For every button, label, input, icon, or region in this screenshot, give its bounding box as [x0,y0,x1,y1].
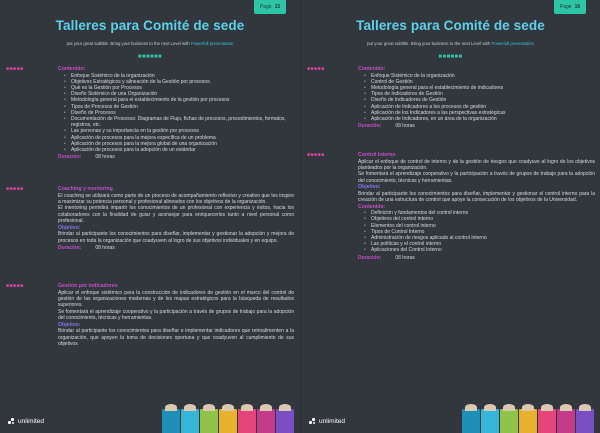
page-number: 16 [574,4,581,10]
pencil [462,409,480,433]
section-marker: ■■■■■ [307,66,325,72]
list-item: • Aplicación de procesos para la mejora específica de un problema [64,135,294,141]
title-divider: ■■■■■■ [438,54,463,60]
list-item: • Qué es la Gestión por Procesos [64,85,294,91]
list-item: • Definición y fundamentos del control interno [364,210,595,216]
list-item: • Las políticas y el control interno [364,241,595,247]
pencil [162,409,180,433]
list-item: • Aplicación de procesos para la mejora global de una organización [64,141,294,147]
page-title: Talleres para Comité de sede [55,18,245,33]
duration-value: 08 horas [95,154,115,161]
page-title: Talleres para Comité de sede [356,18,545,33]
page-subtitle [0,41,300,46]
section-heading: Contenido: [358,203,386,210]
section-marker: ■■■■■ [6,186,24,192]
section-heading: Contenido: [358,66,386,72]
paragraph: Se fomentará el aprendizaje cooperativo y la participación a través de grupos de trabajo para la adopción del conocimiento, técnicas y herramientas. [58,308,294,322]
page-number-tab [254,0,286,14]
bullet-list [58,73,294,154]
list-item: • Aplicación de los Indicadores a las perspectivas estratégicas [364,110,595,116]
list-item: • Diseño Sistémico de una Organización [64,91,294,97]
subtitle-text: put your great subtitle. Bring your business to the next Level with [66,41,191,46]
paragraph: Brindar al participante los conocimientos para diseñar e implementar indicadores que retroalimenten a la organización, que apoyen la toma de decisiones oportuna y que coadyuven al cumplimiento de sus objetivos [58,328,294,348]
duration [58,154,294,160]
pencil [538,409,556,433]
pencil [257,409,275,433]
page-footer [301,397,600,433]
duration [58,245,294,251]
list-item: • Administración de riesgos aplicado al control interno [364,235,595,241]
page-subtitle [301,41,600,46]
list-item: • Control de Gestión [364,79,595,85]
duration-label: Duración: [358,254,382,261]
subtitle-link[interactable]: Powerfull presentation [491,41,534,46]
section-heading: Gestión por indicadores [58,283,118,289]
pencil-decoration [162,409,294,433]
page-right [300,0,600,433]
duration [358,123,595,129]
paragraph: El mentoring permitirá impartir los conocimientos de un profesional con experiencia y éxitos, hacia los colaboradores con la finalidad de guiar y aconsejar para enriquecerlos tanto a nivel personal como profesional. [58,205,294,225]
subtitle-text: put your great subtitle. Bring your business to the next Level with [367,41,492,46]
section-body [358,152,595,261]
bullet-list [358,73,595,123]
list-item: • Documentación de Procesos: Diagramas de Flujo, fichas de procesos, procedimientos, formatos, registros, etc. [64,116,294,128]
bullet-list [358,210,595,253]
section-body [58,186,294,251]
page-number-tab [554,0,586,14]
logo-mark-icon [309,418,316,425]
list-item: • Aplicación de Indicadores, en un área de la organización [364,116,595,122]
page-number: 15 [274,4,281,10]
brand-logo [8,418,44,425]
pencil [519,409,537,433]
duration-value: 08 horas [95,245,115,252]
list-item: • Elementos del control interno [364,223,595,229]
list-item: • Enfoque Sistémico de la organización [64,73,294,79]
paragraph: Aplicar el enfoque de control de interno y de la gestión de riesgos que coadyuve al logro de los objetivos planteados por la organización. [358,158,595,171]
pencil [576,409,594,433]
paragraph: Brindar al participante los conocimientos para diseñar, implementar y gestionar la adopción y mejora de procesos en toda la organización que coadyuven al logro de sus objetivos individuales y en equipo. [58,231,294,244]
pencil [219,409,237,433]
list-item: • Aplicación de Indicadores a los procesos de gestión [364,104,595,110]
section-heading: Coaching y mentoring [58,186,113,192]
duration-label: Duración: [358,123,382,130]
duration [358,255,595,261]
paragraph: Aplicar el enfoque sistémico para la construcción de indicadores de gestión en el marco del control de gestión de las organizaciones modernas y de los mapas estratégicos para la búsqueda de resultados superiores. [58,289,294,309]
list-item: • Tipos de Indicadores de Gestión [364,91,595,97]
duration-value: 08 horas [395,123,415,130]
objective-heading: Objetivo: [58,321,81,328]
section-body [358,66,595,130]
list-item: • Aplicaciones del Control Interno [364,247,595,253]
logo-text: unlimited [18,418,45,425]
objective-heading: Objetivo: [358,184,381,191]
list-item: • Diseño de Indicadores de Gestión [364,97,595,103]
section-heading: Contenido: [58,66,86,72]
pencil [500,409,518,433]
list-item: • Objetivos del control interno [364,216,595,222]
page-label: Page [559,4,572,10]
list-item: • Tipos de Control Interno [364,229,595,235]
section-marker: ■■■■■ [6,66,24,72]
pencil [181,409,199,433]
list-item: • Enfoque Sistémico de la organización [364,73,595,79]
section-marker: ■■■■■ [6,283,24,289]
paragraph: Brindar al participante los conocimientos para diseñar, implementar y gestionar el control interno para la creación de una estructura de control que apoye la consecución de los objetivos de la Universidad. [358,190,595,204]
pencil [276,409,294,433]
pencil [200,409,218,433]
list-item: • Metodología general para el establecimiento de indicadores [364,85,595,91]
duration-value: 08 horas [395,254,415,261]
list-item: • Metodología general para el establecimiento de la gestión por procesos [64,97,294,103]
brand-logo [309,418,345,425]
page-footer [0,397,300,433]
duration-label: Duración: [58,154,82,161]
subtitle-link[interactable]: Powerfull presentation [190,41,234,46]
section-heading: Control Interno [358,152,396,158]
pencil [238,409,256,433]
duration-label: Duración: [58,245,82,252]
section-body [58,66,294,161]
pencil-decoration [462,409,594,433]
list-item: • Aplicación de procesos para la adopción de un estándar [64,147,294,153]
page-label: Page [259,4,272,10]
logo-text: unlimited [319,418,346,425]
pencil [557,409,575,433]
list-item: • Objetivos Estratégicos y alineación de la Gestión por procesos. [64,79,294,85]
objective-heading: Objetivo: [58,224,81,231]
section-marker: ■■■■■ [307,152,325,158]
paragraph: El coaching se utilizará como parte de un proceso de acompañamiento reflexivo y creativo que les inspire a maximizar su potencia personal y profesional alineados con los objetivos de la organización. [58,192,294,205]
logo-mark-icon [8,418,15,425]
section-body [58,283,294,347]
list-item: • Tipos de Procesos de Gestión [64,104,294,110]
pencil [481,409,499,433]
list-item: • Las personas y su importancia en la gestión por procesos [64,128,294,134]
paragraph: Se fomentará el aprendizaje cooperativo y la participación a través de grupos de trabajo para la adopción del conocimiento, técnicas y herramientas. [358,171,595,184]
title-divider: ■■■■■■ [137,54,163,60]
list-item: • Diseño de Procesos [64,110,294,116]
